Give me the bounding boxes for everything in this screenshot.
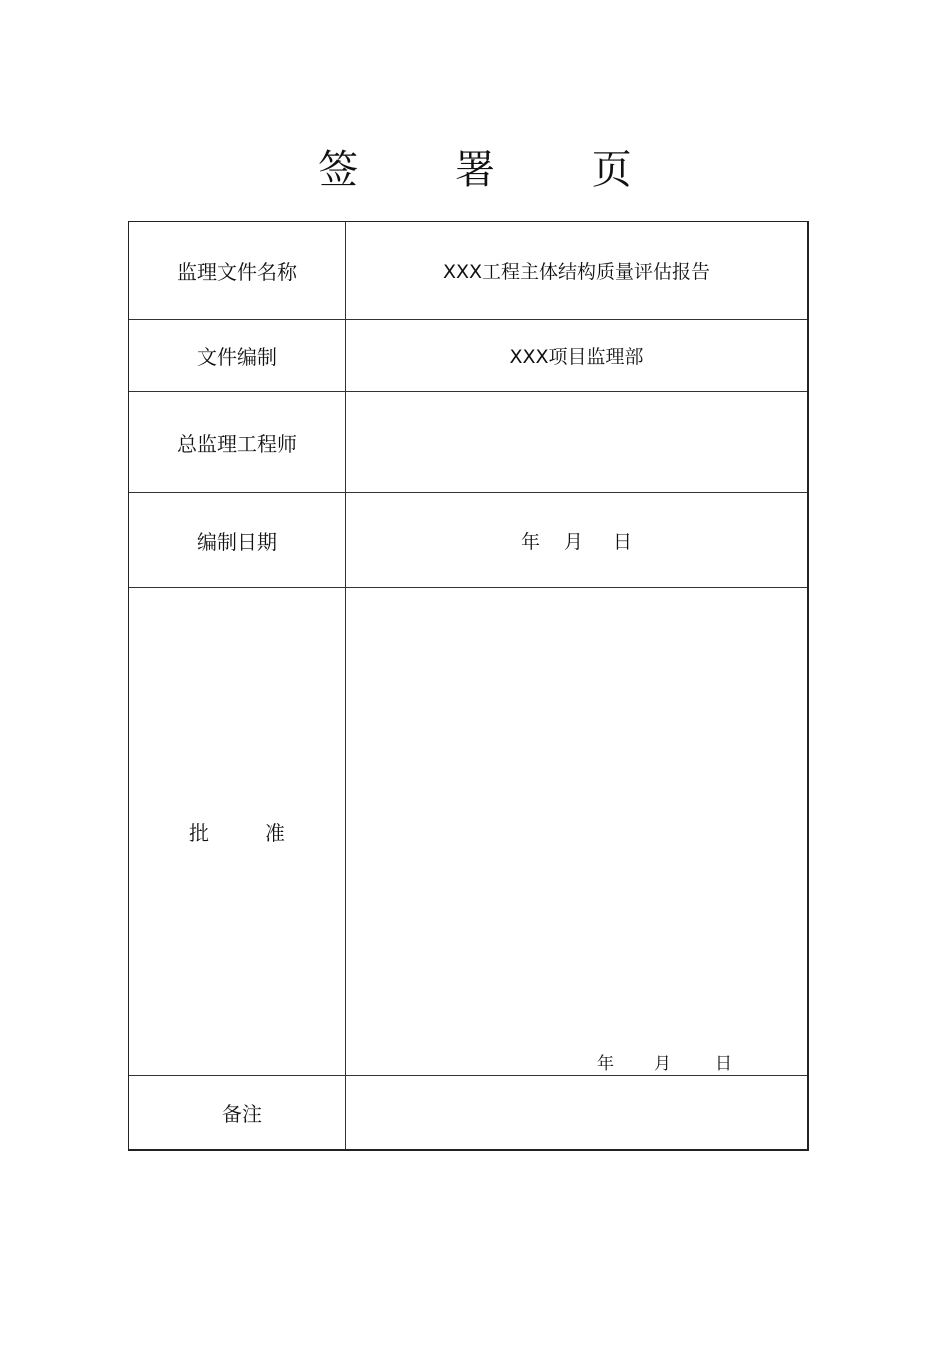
table-row-compiled-by (129, 319, 807, 391)
table-row-compile-date (129, 492, 807, 587)
value-document-name (346, 222, 807, 319)
value-approval (346, 588, 807, 1075)
signature-table (128, 221, 809, 1151)
date-day-unit: 日 (613, 530, 633, 553)
date-month-unit: 月 (563, 530, 583, 553)
remarks-label-text: 备注 (222, 1102, 262, 1126)
approval-label-char-1: 批 (189, 821, 209, 845)
page-title: 签 署 页 (318, 147, 674, 193)
table-row-chief-engineer (129, 391, 807, 492)
label-compiled-by: 文件编制 (129, 320, 346, 391)
table-row-remarks (129, 1075, 807, 1149)
approval-year-unit: 年 (597, 1054, 614, 1074)
approval-date (597, 1053, 732, 1075)
value-chief-engineer (346, 392, 807, 492)
value-remarks (346, 1076, 807, 1149)
compile-date (521, 527, 632, 554)
value-compiled-by (346, 320, 807, 391)
approval-label-char-2: 准 (265, 821, 285, 845)
table-row-document-name (129, 222, 807, 319)
label-document-name: 监理文件名称 (129, 222, 346, 319)
label-chief-engineer: 总监理工程师 (129, 392, 346, 492)
document-name-text: XXX工程主体结构质量评估报告 (442, 261, 711, 283)
table-row-approval (129, 587, 807, 1075)
label-remarks (129, 1076, 346, 1149)
compiled-by-text: XXX项目监理部 (509, 346, 644, 368)
label-compile-date: 编制日期 (129, 493, 346, 587)
approval-month-unit: 月 (654, 1054, 671, 1074)
value-compile-date (346, 493, 807, 587)
date-year-unit: 年 (520, 530, 540, 553)
label-approval (129, 588, 346, 1075)
approval-day-unit: 日 (715, 1054, 732, 1074)
